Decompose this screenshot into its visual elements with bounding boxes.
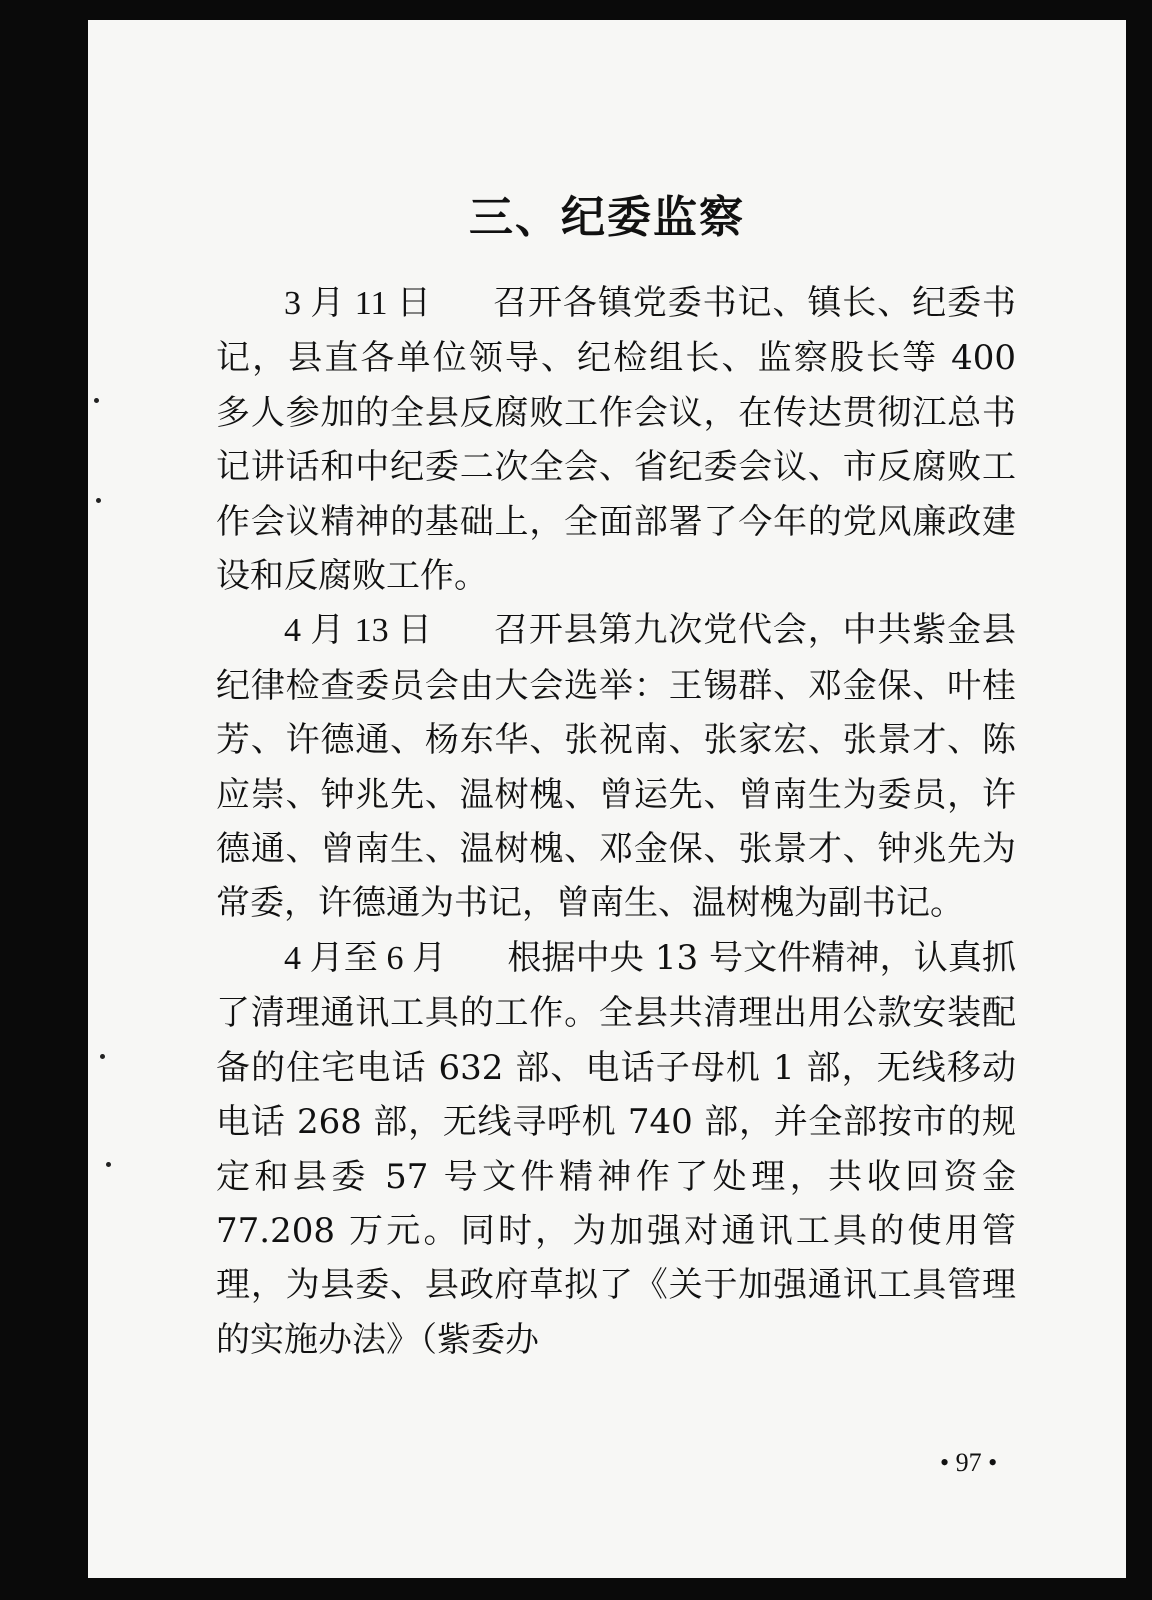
entry-paragraph [216,603,1016,930]
scan-border-left [0,0,88,1600]
entry-paragraph [216,931,1016,1367]
entry-text: 根据中央 13 号文件精神，认真抓了清理通讯工具的工作。全县共清理出用公款安装配备的住宅电话 632 部、电话子母机 1 部，无线移动电话 268 部，无线寻呼机 740 部，并全部按市的规定和县委 57 号文件精神作了处理，共收回资金 77.208 万元。同时，为加强对通讯工具的使用管理，为县委、县政府草拟了《关于加强通讯工具管理的实施办法》（紫委办 [216,937,1016,1360]
entry-paragraph [216,276,1016,603]
scan-border-right [1126,0,1152,1600]
scan-speck [100,1054,105,1059]
entry-text: 召开县第九次党代会，中共紫金县纪律检查委员会由大会选举：王锡群、邓金保、叶桂芳、许德通、杨东华、张祝南、张家宏、张景才、陈应崇、钟兆先、温树槐、曾运先、曾南生为委员，许德通、曾南生、温树槐、邓金保、张景才、钟兆先为常委，许德通为书记，曾南生、温树槐为副书记。 [216,610,1017,924]
entry-date: 4 月 13 日 [284,612,433,650]
page-number: • 97 • [940,1448,998,1477]
section-title: 三、纪委监察 [469,192,745,244]
entry-date: 4 月至 6 月 [284,939,447,977]
entry-date: 3 月 11 日 [284,285,432,322]
scan-speck [94,398,99,403]
scan-speck [96,498,101,503]
entry-text: 召开各镇党委书记、镇长、纪委书记，县直各单位领导、纪检组长、监察股长等 400 多人参加的全县反腐败工作会议，在传达贯彻江总书记讲话和中纪委二次全会、省纪委会议、市反腐败工作会议精神的基础上，全面部署了今年的党风廉政建设和反腐败工作。 [216,283,1017,597]
body-text [216,276,1016,1367]
scan-border-top [0,0,1152,20]
scan-speck [106,1162,111,1167]
scan-border-bottom [0,1578,1152,1600]
paper-sheet [88,20,1126,1578]
